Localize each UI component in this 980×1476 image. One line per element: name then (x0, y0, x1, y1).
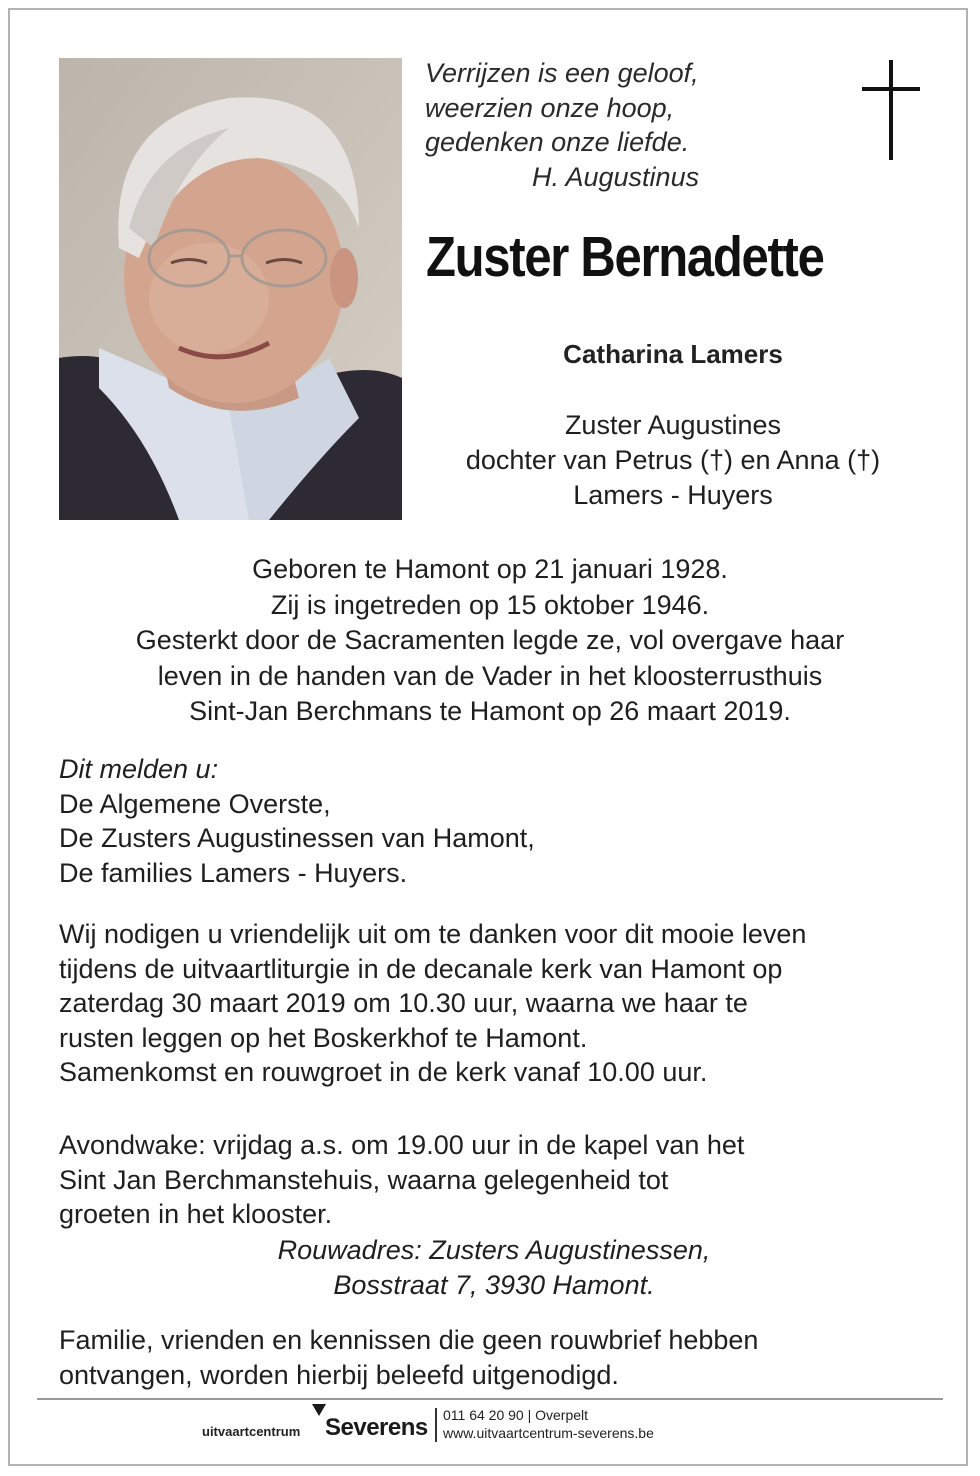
portrait-photo (59, 58, 402, 520)
closing-line: Familie, vrienden en kennissen die geen rouwbrief hebben (59, 1325, 759, 1355)
invite-line: zaterdag 30 maart 2019 om 10.30 uur, waarna we haar te (59, 988, 748, 1018)
quote-line: Verrijzen is een geloof, (425, 58, 699, 88)
address-line: Rouwadres: Zusters Augustinessen, (277, 1235, 711, 1265)
wake-line: Sint Jan Berchmanstehuis, waarna gelegenheid tot (59, 1164, 669, 1195)
triangle-icon (312, 1404, 326, 1416)
announce-lead: Dit melden u: (59, 754, 219, 784)
relation-line: dochter van Petrus (†) en Anna (†) (465, 445, 881, 475)
footer (0, 1404, 980, 1444)
bio-line: Geboren te Hamont op 21 januari 1928. (252, 554, 728, 584)
civil-name: Catharina Lamers (563, 339, 783, 369)
website-link[interactable]: www.uitvaartcentrum-severens.be (443, 1425, 654, 1441)
announce-line: De Zusters Augustinessen van Hamont, (59, 823, 535, 853)
funeral-invitation (59, 917, 949, 1090)
cross-icon (862, 60, 920, 160)
bio-line: Sint-Jan Berchmans te Hamont op 26 maart 2019. (189, 696, 791, 726)
announcement (59, 752, 949, 890)
bio-line: Gesterkt door de Sacramenten legde ze, vol overgave haar (135, 625, 845, 655)
wake-line: Avondwake: vrijdag a.s. om 19.00 uur in de kapel van het (59, 1130, 745, 1160)
biography (40, 552, 940, 730)
deceased-name: Zuster Bernadette (426, 225, 824, 289)
relation-line: Zuster Augustines (564, 410, 782, 440)
announce-line: De families Lamers - Huyers. (59, 857, 408, 888)
address-line: Bosstraat 7, 3930 Hamont. (333, 1269, 655, 1300)
contact-phone-location: 011 64 20 90 | Overpelt (443, 1407, 589, 1423)
mourning-address (59, 1233, 929, 1302)
quote-line: weerzien onze hoop, (425, 92, 675, 123)
vigil-info (59, 1128, 949, 1232)
invite-line: tijdens de uitvaartliturgie in de decanale kerk van Hamont op (59, 953, 783, 984)
brand-small: uitvaartcentrum (202, 1424, 301, 1439)
announce-line: De Algemene Overste, (59, 788, 331, 819)
brand-name: Severens (325, 1414, 428, 1441)
invite-line: rusten leggen op het Boskerkhof te Hamont. (59, 1022, 588, 1053)
memorial-quote (425, 56, 765, 194)
quote-author: H. Augustinus (532, 161, 700, 192)
quote-line: gedenken onze liefde. (425, 127, 690, 157)
closing-note (59, 1323, 949, 1392)
relation-info (426, 408, 920, 513)
closing-line: ontvangen, worden hierbij beleefd uitgenodigd. (59, 1359, 619, 1390)
footer-divider (37, 1398, 943, 1400)
bio-line: leven in de handen van de Vader in het kloosterrusthuis (157, 660, 823, 691)
relation-line: Lamers - Huyers (573, 480, 773, 510)
invite-line: Wij nodigen u vriendelijk uit om te danken voor dit mooie leven (59, 919, 807, 949)
bio-line: Zij is ingetreden op 15 oktober 1946. (270, 589, 710, 620)
wake-line: groeten in het klooster. (59, 1199, 333, 1229)
invite-line: Samenkomst en rouwgroet in de kerk vanaf 10.00 uur. (59, 1057, 708, 1087)
brand-separator (435, 1408, 437, 1442)
